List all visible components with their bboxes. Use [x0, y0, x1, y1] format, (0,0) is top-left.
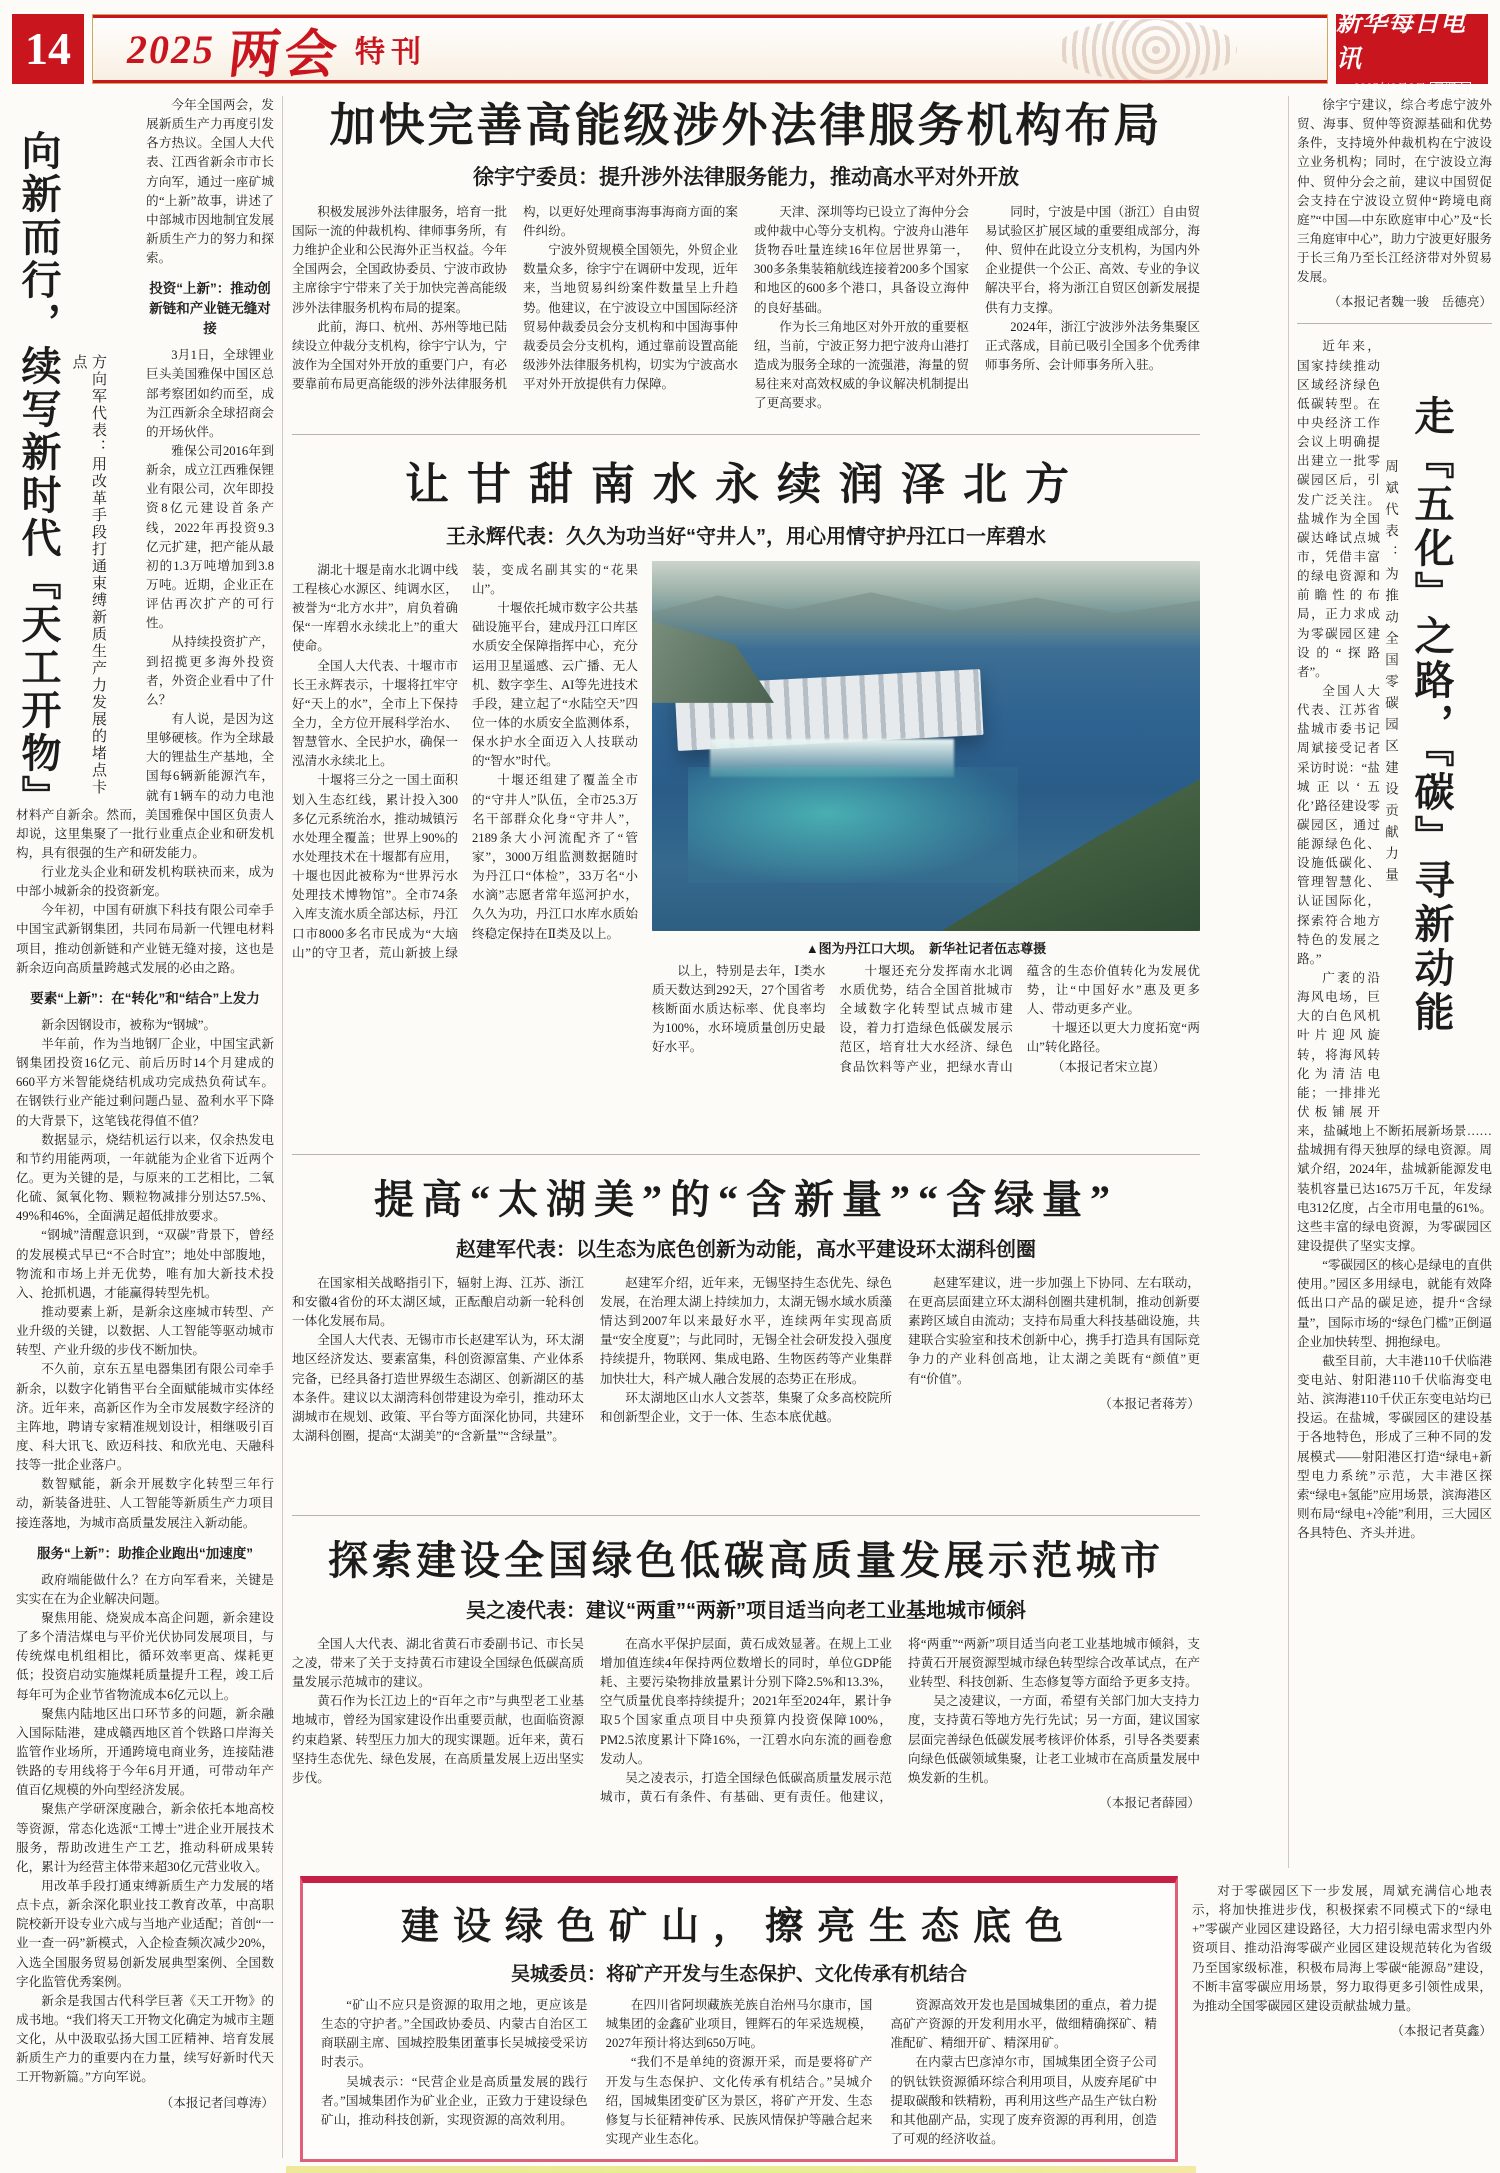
- article-body-columns: [292, 1635, 1200, 1885]
- article-headline-vertical: 走『五化』之路，『碳』寻新动能: [1409, 395, 1454, 1036]
- article-subhead-vertical: 周斌代表：为推动全国零碳园区建设贡献力量: [1383, 459, 1398, 890]
- paragraph: 十堰将三分之一国土面积划入生态红线，累计投入300多亿元系统治水，推动城镇污水处理全覆盖；世界上90%的水处理技术在十堰都有应用，十堰也因此被称为“世界污水处理技术博物馆”。全市74条入库支流水质全部达标，丹江口市8000多名市民成为“大垴山”的守卫者，荒山新披上绿装，变成名副其实的“花果山”。: [292, 562, 638, 960]
- edition-band: [92, 14, 1328, 84]
- paragraph: “我们不是单纯的资源开采，而是要将矿产开发与生态保护、文化传承有机结合。”吴城介绍，国城集团变矿区为景区，将矿产开发、生态修复与长征精神传承、民族风情保护等融合起来实现产业生态化。: [605, 2055, 873, 2146]
- byline: （本报记者莫鑫）: [1391, 2023, 1492, 2038]
- paragraph: 吴城表示：“民营企业是高质量发展的践行者。”国城集团作为矿业企业，正致力于建设绿色矿山，推动科技创新，实现资源的高效利用。: [321, 2074, 588, 2127]
- edition-year: 2025: [127, 26, 215, 72]
- masthead-title: 新华每日电讯: [1336, 9, 1467, 73]
- section-divider: [292, 434, 1200, 435]
- middle-column: [292, 96, 1200, 1885]
- paragraph: 聚焦内陆地区出口环节多的问题，新余融入国际陆港，建成赣西地区首个铁路口岸海关监管作业场所，开通跨境电商业务，连接陆港铁路的专用线将于今年6月开通，可带动年产值百亿规模的外向型经济发展。: [16, 1706, 274, 1798]
- article-headline: 让甘甜南水永续润泽北方: [405, 459, 1087, 509]
- article-body: [1192, 1882, 1492, 2016]
- byline: （本报记者宋立崑）: [1051, 1059, 1166, 1074]
- page-number: 14: [12, 14, 84, 84]
- article-body: [292, 1635, 1200, 1811]
- section-divider: [292, 1154, 1200, 1155]
- article-wuhua: [1297, 337, 1492, 1543]
- paragraph: 2024年，浙江宁波涉外法务集聚区正式落成，目前已吸引全国多个优秀律师事务所、会计师事务所入驻。: [985, 319, 1200, 373]
- wuhua-article-ending: [1192, 1882, 1492, 2160]
- paragraph: 黄石作为长江边上的“百年之市”与典型老工业基地城市，曾经为国家建设作出重要贡献，也面临资源约束趋紧、转型压力加大的现实课题。近年来，黄石坚持生态优先、绿色发展，在高质量发展上迈出坚实步伐。: [292, 1694, 584, 1785]
- paragraph: 政府端能做什么？在方向军看来，关键是实实在在为企业解决问题。: [16, 1572, 274, 1606]
- article-body: [292, 1274, 1200, 1446]
- article-dek: 徐宇宁委员：提升涉外法律服务能力，推动高水平对外开放: [473, 165, 1019, 189]
- article-body-columns: [292, 1274, 1200, 1502]
- byline: （本报记者蒋芳）: [1099, 1396, 1200, 1411]
- article-dek: 赵建军代表：以生态为底色创新为动能，高水平建设环太湖科创圈: [456, 1238, 1036, 1261]
- paragraph: 从持续投资扩产，到招揽更多海外投资者，外资企业看中了什么？: [146, 635, 274, 707]
- paragraph: 聚焦用能、烧炭成本高企问题，新余建设了多个清洁煤电与平价光伏协同发展项目，与传统煤电机组相比，循环效率更高、煤耗更低；投资启动实施煤耗质量提升工程，竣工后每年可为企业节省物流成本6亿元以上。: [16, 1610, 274, 1702]
- paragraph: 在四川省阿坝藏族羌族自治州马尔康市，国城集团的金鑫矿业项目，锂辉石的年采选规模，2027年预计将达到650万吨。: [605, 1998, 873, 2051]
- paragraph: 数智赋能，新余开展数字化转型三年行动，新装备进驻、人工智能等新质生产力项目接连落地，为城市高质量发展注入新动能。: [16, 1477, 274, 1530]
- legal-article-tail: [1297, 96, 1492, 287]
- paragraph: 十堰还充分发挥南水北调水质优势，结合全国首批城市全域数字化转型试点城市建设，着力打造绿色低碳发展示范区，培育壮大水经济、绿色食品饮料等产业，把绿水青山蕴含的生态价值转化为发展优势，让“中国好水”惠及更多人、带动更多产业。: [839, 963, 1200, 1074]
- byline: （本报记者魏一骏 岳德亮）: [1328, 295, 1492, 310]
- paragraph: 广袤的沿海风电场，巨大的白色风机叶片迎风旋转，将海风转化为清洁电能；一排排光伏板铺展开来，盐碱地上不断拓展新场景……盐城拥有得天独厚的绿电资源。周斌介绍，2024年，盐城新能源发电装机容量已达1675万千瓦，年发绿电312亿度，占全市用电量的61%。这些丰富的绿电资源，为零碳园区建设提供了坚实支撑。: [1297, 971, 1492, 1254]
- paragraph: 截至目前，大丰港110千伏临港变电站、射阳港110千伏临海变电站、滨海港110千伏正东变电站均已投运。在盐城，零碳园区的建设基于各地特色，形成了三种不同的发展模式——射阳港区打造“绿电+新型电力系统”示范，大丰港区探索“绿电+氢能”应用场景，滨海港区则布局“绿电+冷能”利用，三大园区各具特色、齐头并进。: [1297, 1353, 1492, 1541]
- article-taihu: [292, 1168, 1200, 1502]
- article-headline: 建设绿色矿山，擦亮生态底色: [400, 1906, 1077, 1948]
- page-bottom-strip: [286, 2166, 1196, 2173]
- paragraph: 今年全国两会，发展新质生产力再度引发各方热议。全国人大代表、江西省新余市市长方向军，通过一座矿城的“上新”故事，讲述了中部城市因地制宜发展新质生产力的努力和探索。: [146, 98, 274, 266]
- article-body-columns: [321, 1996, 1157, 2164]
- article-body-columns: [292, 203, 1200, 421]
- byline: （本报记者薛园）: [1099, 1796, 1200, 1811]
- paragraph: 湖北十堰是南水北调中线工程核心水源区、纯调水区，被誉为“北方水井”，肩负着确保“一库碧水永续北上”的重大使命。: [292, 562, 458, 654]
- paragraph: 天津、深圳等均已设立了海仲分会或仲裁中心等分支机构。宁波舟山港年货物吞吐量连续16年位居世界第一，300多条集装箱航线连接着200多个国家和地区的600多个港口，具备设立海仲的良好基础。: [754, 204, 969, 315]
- paragraph: 今年初，中国有研旗下科技有限公司牵手中国宝武新钢集团，共同布局新一代锂电材料项目，推动创新链和产业链无缝对接，这也是新余迈向高质量跨越式发展的必由之路。: [16, 903, 274, 975]
- page-header: [12, 9, 1488, 95]
- article-subhead-vertical: 方向军代表：用改革手段打通束缚新质生产力发展的堵点卡点: [70, 354, 106, 796]
- paragraph: “矿山不应只是资源的取用之地，更应该是生态的守护者。”全国政协委员、内蒙古自治区工商联副主席、国城控股集团董事长吴城接受采访时表示。: [321, 1998, 588, 2070]
- article-legal-services: [292, 100, 1200, 421]
- paragraph: 吴之凌建议，一方面，希望有关部门加大支持力度，支持黄石等地方先行先试；另一方面，建议国家层面完善绿色低碳发展考核评价体系，引导各类要素向绿色低碳领域集聚，让老工业城市在高质量发展中焕发新的生机。: [908, 1694, 1200, 1785]
- paragraph: 在国家相关战略指引下，辐射上海、江苏、浙江和安徽4省份的环太湖区域，正酝酿启动新一轮科创一体化发展布局。: [292, 1275, 584, 1329]
- paragraph: 雅保公司2016年到新余，成立江西雅保锂业有限公司，次年即投资8亿元建设首条产线，2022年再投资9.3亿元扩建，把产能从最初的1.3万吨增加到3.8万吨。近期，企业正在评估再次扩产的可行性。: [146, 443, 274, 631]
- article-body-columns: [292, 561, 638, 1141]
- sub-heading: 要素“上新”：在“转化”和“结合”上发力: [30, 990, 260, 1006]
- photo-block: [652, 561, 1200, 1141]
- article-body-columns: [652, 962, 1200, 1112]
- edition-suffix: 特刊: [355, 36, 428, 69]
- paragraph: 以上，特别是去年，Ⅰ类水质天数达到292天，27个国省考核断面水质达标率、优良率均为100%，水环境质量创历史最好水平。: [652, 963, 826, 1055]
- paragraph: 新余是我国古代科学巨著《天工开物》的成书地。“我们将天工开物文化确定为城市主题文化，从中汲取弘扬大国工匠精神、培育发展新质生产力的重要内在力量，续写好新时代天工开物新篇。”方向军说。: [16, 1993, 274, 2085]
- paragraph: 全国人大代表、湖北省黄石市委副书记、市长吴之凌，带来了关于支持黄石市建设全国绿色低碳高质量发展示范城市的建议。: [292, 1636, 584, 1690]
- masthead-date: [1353, 80, 1470, 96]
- paragraph: 对于零碳园区下一步发展，周斌充满信心地表示，将加快推进步伐，积极探索不同模式下的“绿电+”零碳产业园区建设路径，大力招引绿电需求型内外资项目、推动沿海零碳产业园区建设规范转化为省级乃至国家级标准，积极布局海上零碳“能源岛”建设，不断丰富零碳应用场景，努力取得更多引领性成果，为推动全国零碳园区建设贡献盐城力量。: [1192, 1884, 1492, 2013]
- paragraph: 在内蒙古巴彦淖尔市，国城集团全资子公司的钒钛铁资源循环综合利用项目，从废弃尾矿中提取碳酸和铁精粉，再利用这些产品生产钛白粉和其他副产品，实现了废弃资源的再利用，创造了可观的经济收益。: [890, 2055, 1157, 2146]
- article-headline-vertical: 向新而行，续写新时代『天工开物』: [16, 130, 61, 818]
- paragraph: 在高水平保护层面，黄石成效显著。在规上工业增加值连续4年保持两位数增长的同时，单位GDP能耗、主要污染物排放量累计分别下降2.5%和13.3%，空气质量优良率持续提升；2021年至2024年，累计争取5个国家重点项目中央预算内投资保障100%，PM2.5浓度累计下降16%，一江碧水向东流的画卷愈发动人。: [600, 1636, 892, 1766]
- paragraph: 不久前，京东五星电器集团有限公司牵手新余，以数字化销售平台全面赋能城市实体经济。近年来，高新区作为全市发展数字经济的主阵地，聘请专家精准规划设计，相继吸引百度、科大讯飞、欧迈科技、和欣光电、天融科技等一批企业落户。: [16, 1362, 274, 1473]
- paragraph: “钢城”清醒意识到，“双碳”背景下，曾经的发展模式早已“不合时宜”；地处中部腹地，物流和市场上并无优势，唯有加大新技术投入、抢抓机遇，才能赢得转型先机。: [16, 1228, 274, 1300]
- paragraph: 作为长三角地区对外开放的重要枢纽，当前，宁波正努力把宁波舟山港打造成为服务全球的一流强港，海量的贸易往来对高效权威的争议解决机制提出了更高要求。: [754, 319, 969, 411]
- article-headline: 加快完善高能级涉外法律服务机构布局: [329, 100, 1163, 151]
- paragraph: 推动要素上新，是新余这座城市转型、产业升级的关键，以数据、人工智能等驱动城市转型、产业升级的步伐不断加快。: [16, 1305, 274, 1358]
- date-text: 2025年3月8日: [1353, 82, 1427, 95]
- edition-title: 两会: [225, 26, 344, 84]
- weekday-badge: 星期六: [1430, 82, 1471, 96]
- paragraph: 此前，海口、杭州、苏州等地已陆续设立仲裁分支机构，徐宇宁认为，宁波作为全国对外开放的重要门户，有必要靠前布局更高能级的涉外法律服务机构，以更好处理商事海事海商方面的案件纠纷。: [292, 204, 738, 392]
- article-headline: 探索建设全国绿色低碳高质量发展示范城市: [328, 1537, 1164, 1583]
- photo-turquoise-water: [688, 767, 1018, 883]
- paragraph: 行业龙头企业和研发机构联袂而来，成为中部小城新余的投资新宠。: [16, 865, 274, 899]
- photo-hills: [652, 581, 1200, 633]
- paragraph: 聚焦产学研深度融合，新余依托本地高校等资源，常态化选派“工博士”进企业开展技术服务，帮助改进生产工艺，推动科研成果转化，累计为经营主体带来超30亿元营业收入。: [16, 1802, 274, 1874]
- byline: （本报记者闫尊涛）: [160, 2095, 274, 2110]
- paragraph: 吴之凌表示，打造全国绿色低碳高质量发展示范城市，黄石有条件、有基础、更有责任。他建议，将“两重”“两新”项目适当向老工业基地城市倾斜，支持黄石开展资源型城市绿色转型综合改革试点，在产业转型、科技创新、生态修复等方面给予更多支持。: [600, 1636, 1200, 1805]
- sub-heading: 投资“上新”：推动创新链和产业链无缝对接: [149, 281, 271, 337]
- photo-danjiangkou-dam: [652, 561, 1200, 931]
- paragraph: 全国人大代表、十堰市市长王永辉表示，十堰将扛牢守好“天上的水”，全市上下保持全力，全方位开展科学治水、智慧管水、全民护水，确保一泓清水永续北上。: [292, 658, 458, 769]
- paragraph: 积极发展涉外法律服务，培育一批国际一流的仲裁机构、律师事务所，有力维护企业和公民海外正当权益。今年全国两会，全国政协委员、宁波市政协主席徐宇宁带来了关于加快完善高能级涉外法律服务机构布局的提案。: [292, 204, 507, 315]
- paragraph: 同时，宁波是中国（浙江）自由贸易试验区扩展区域的重要组成部分，海仲、贸仲在此设立分支机构，为国内外企业提供一个公正、高效、专业的争议解决平台，将为浙江自贸区创新发展提供有力支撑。: [985, 204, 1200, 315]
- article-dek: 吴之凌代表：建议“两重”“两新”项目适当向老工业基地城市倾斜: [466, 1599, 1026, 1622]
- paragraph: 赵建军建议，进一步加强上下协同、左右联动，在更高层面建立环太湖科创圈共建机制，推动创新要素跨区域自由流动；支持布局重大科技基础设施，共建联合实验室和技术创新中心，携手打造具有国际竞争力的产业科创高地，让太湖之美既有“颜值”更有“价值”。: [908, 1275, 1200, 1386]
- section-divider: [1297, 323, 1492, 324]
- article-dek: 吴城委员：将矿产开发与生态保护、文化传承有机结合: [510, 1964, 967, 1985]
- paragraph: 十堰依托城市数字公共基础设施平台，建成丹江口库区水质安全保障指挥中心，充分运用卫星遥感、云广播、无人机、数字孪生、AI等先进技术手段，建立起了“水陆空天”四位一体的水质安全监测体系，保水护水全面迈入人技联动的“智水”时代。: [472, 601, 638, 769]
- photo-caption: ▲图为丹江口大坝。 新华社记者伍志尊摄: [805, 940, 1047, 956]
- paragraph: “零碳园区的核心是绿电的直供使用。”园区多用绿电，就能有效降低出口产品的碳足迹，提升“含绿量”，国际市场的“绿色门槛”正倒逼企业加快转型、拥抱绿电。: [1297, 1258, 1492, 1349]
- article-south-water: [292, 448, 1200, 1141]
- article-green-mine-box: [300, 1876, 1178, 2162]
- article-demo-city: [292, 1529, 1200, 1885]
- paragraph: 十堰还组建了覆盖全市的“守井人”队伍，全市25.3万名干部群众化身“守井人”，2189条大小河流配齐了“管家”，3000万组监测数据随时为丹江口“体检”，33万名“小水滴”志愿者常年巡河护水，久久为功，丹江口水库水质始终稳定保持在Ⅱ类及以上。: [472, 773, 638, 941]
- article-body: [321, 1996, 1157, 2164]
- paragraph: 赵建军介绍，近年来，无锡坚持生态优先、绿色发展，在治理太湖上持续加力，太湖无锡水域水质藻情达到2007年以来最好水平，连续两年实现高质量“安全度夏”；与此同时，无锡全社会研发投入强度持续提升，物联网、集成电路、生物医药等产业集群加快壮大，科产城人融合发展的态势正在形成。: [600, 1275, 892, 1386]
- paragraph: 环太湖地区山水人文荟萃，集聚了众多高校院所和创新型企业，文于一体、生态本底优越。: [600, 1390, 892, 1424]
- paragraph: 用改革手段打通束缚新质生产力发展的堵点卡点，新余深化职业技工教育改革，中高职院校新开设专业六成与当地产业适配；首创“一业一查一码”新模式，入企检查频次减少20%，入选全国服务贸易创新发展典型案例、全国数字化监管优秀案例。: [16, 1878, 274, 1989]
- paragraph: 3月1日，全球锂业巨头美国雅保中国区总部考察团如约而至，成为江西新余全球招商会的开场伙伴。: [146, 348, 274, 439]
- paragraph: 徐宇宁建议，综合考虑宁波外贸、海事、贸仲等资源基础和优势条件，支持境外仲裁机构在宁波设立业务机构；同时，在宁波设立海仲、贸仲分会之前，建议中国贸促会支持在宁波设立贸仲“跨境电商庭”“中国—中东欧庭审中心”及“长三角庭审中心”，助力宁波更好服务于长三角乃至长江经济带对外贸易发展。: [1297, 98, 1492, 285]
- paragraph: 资源高效开发也是国城集团的重点，着力提高矿产资源的开发利用水平，做细精确探矿、精准配矿、精细开矿、精深用矿。: [890, 1998, 1157, 2051]
- paragraph: 宁波外贸规模全国领先，外贸企业数量众多，徐宇宁在调研中发现，近年来，当地贸易纠纷案件数量呈上升趋势。他建议，在宁波设立中国国际经济贸易仲裁委员会分支机构和中国海事仲裁委员会分支机构，通过靠前设置高能级涉外法律服务机构，切实为宁波高水平对外开放提供有力保障。: [523, 243, 738, 392]
- vertical-headline-block: [16, 96, 146, 818]
- article-headline: 提高“太湖美”的“含新量”“含绿量”: [374, 1176, 1118, 1222]
- paragraph: 十堰还以更大力度拓宽“两山”转化路径。: [1026, 1021, 1200, 1055]
- article-xiangxin: [16, 96, 283, 2158]
- paragraph: 有人说，是因为这里够硬核。作为全球最大的锂盐生产基地，全国每6辆新能源汽车，就有1辆车的动力电池材料产自新余。然而，美国雅保中国区负责人却说，这里集聚了一批行业重点企业和研发机构，具有很强的生产和研发能力。: [16, 711, 274, 860]
- right-rail: [1288, 96, 1492, 1868]
- paragraph: 半年前，作为当地钢厂企业，中国宝武新钢集团投资16亿元、前后历时14个月建成的660平方米智能烧结机成功完成热负荷试车。在钢铁行业产能过剩问题凸显、盈利水平下降的大背景下，这笔钱花得值不值？: [16, 1037, 274, 1128]
- section-divider: [292, 1515, 1200, 1516]
- masthead-box: [1336, 9, 1488, 95]
- article-dek: 王永辉代表：久久为功当好“守井人”，用心用情守护丹江口一库碧水: [446, 525, 1046, 548]
- vertical-headline-block: [1380, 337, 1492, 1117]
- paragraph: 全国人大代表、无锡市市长赵建军认为，环太湖地区经济发达、要素富集，科创资源富集、产业体系完备，已经具备打造世界级生态湖区、创新湖区的基本条件。建议以太湖湾科创带建设为牵引，推动环太湖城市在规划、政策、平台等方面深化协同，共建环太湖科创圈，提高“太湖美”的“含新量”“含绿量”。: [292, 1333, 584, 1444]
- paragraph: 近年来，国家持续推动区域经济绿色低碳转型。在中央经济工作会议上明确提出建立一批零碳园区后，引发广泛关注。盐城作为全国碳达峰试点城市，凭借丰富的绿电资源和前瞻性的布局，正力求成为零碳园区建设的“探路者”。: [1297, 339, 1380, 679]
- sub-heading: 服务“上新”：助推企业跑出“加速度”: [37, 1545, 253, 1561]
- paragraph: 新余因钢设市，被称为“钢城”。: [41, 1017, 217, 1032]
- paragraph: 全国人大代表、江苏省盐城市委书记周斌接受记者采访时说：“盐城正以‘五化’路径建设零碳园区，通过能源绿色化、设施低碳化、管理智慧化、认证国际化，探索符合地方特色的发展之路。”: [1297, 683, 1380, 966]
- paragraph: 数据显示，烧结机运行以来，仅余热发电和节约用能两项，一年就能为企业省下近两个亿。更为关键的是，与原来的工艺相比，二氧化硫、氮氧化物、颗粒物减排分别达57.5%、49%和46%，全面满足超低排放要求。: [16, 1132, 274, 1224]
- rose-ornament-icon: [1057, 19, 1237, 81]
